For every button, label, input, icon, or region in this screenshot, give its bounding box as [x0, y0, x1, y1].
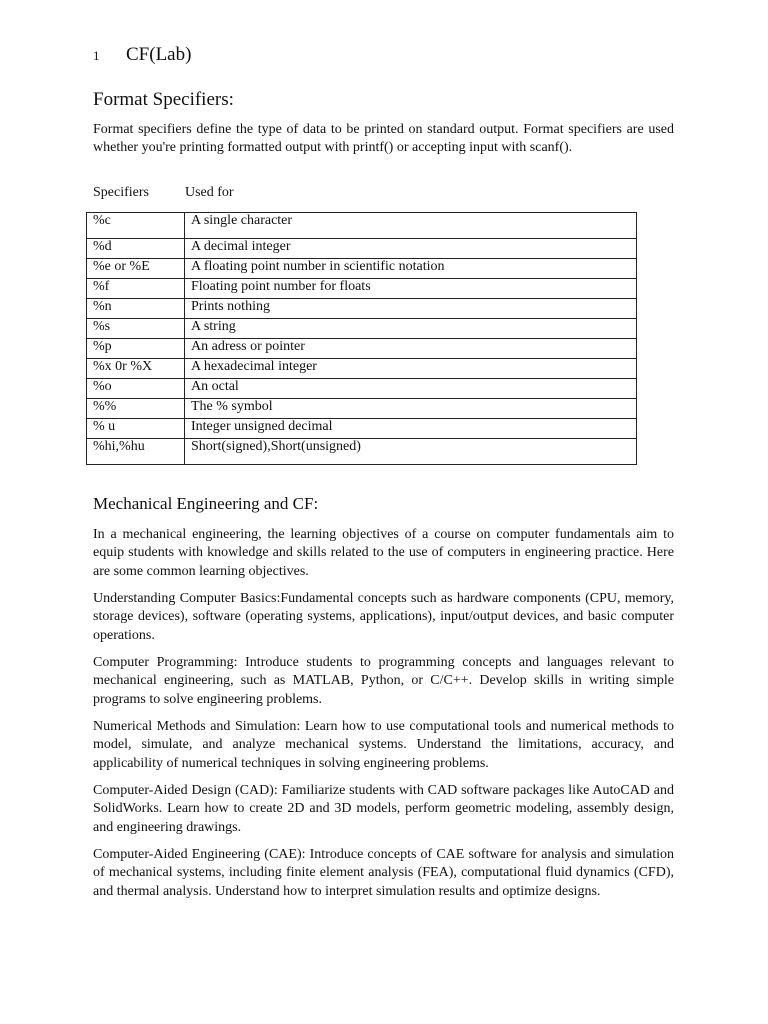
table-row [87, 399, 637, 419]
description-cell: A single character [185, 213, 637, 239]
description-cell: A string [185, 319, 637, 339]
specifier-cell: %d [87, 239, 185, 259]
description-cell: The % symbol [185, 399, 637, 419]
page-header [93, 44, 191, 66]
table-row [87, 239, 637, 259]
description-cell: Short(signed),Short(unsigned) [185, 439, 637, 465]
specifiers-label: Specifiers [93, 185, 149, 200]
description-cell: Floating point number for floats [185, 279, 637, 299]
used-for-label: Used for [185, 185, 234, 200]
cae-paragraph: Computer-Aided Engineering (CAE): Introduce concepts of CAE software for analysis and simulation of mechanical systems, including finite element analysis (FEA), computational fluid dynamics (CFD), and thermal analysis. Understand how to interpret simulation results and optimize designs. [93, 847, 674, 899]
description-cell: A hexadecimal integer [185, 359, 637, 379]
specifier-cell: %s [87, 319, 185, 339]
format-intro-paragraph: Format specifiers define the type of data to be printed on standard output. Format specifiers are used whether you're printing formatted output with printf() or accepting input with scanf(). [93, 122, 674, 156]
table-row [87, 279, 637, 299]
description-cell: A decimal integer [185, 239, 637, 259]
description-cell: A floating point number in scientific notation [185, 259, 637, 279]
numerical-methods-paragraph: Numerical Methods and Simulation: Learn how to use computational tools and numerical methods to model, simulate, and analyze mechanical systems. Understand the limitations, accuracy, and applicability of numerical techniques in solving engineering problems. [93, 719, 674, 771]
page-number: 1 [93, 48, 100, 63]
cad-paragraph: Computer-Aided Design (CAD): Familiarize students with CAD software packages like AutoCAD and SolidWorks. Learn how to create 2D and 3D models, perform geometric modeling, assembly design, and engineering drawings. [93, 783, 674, 835]
format-specifiers-table [86, 212, 637, 465]
table-row [87, 213, 637, 239]
specifier-cell: %e or %E [87, 259, 185, 279]
description-cell: An adress or pointer [185, 339, 637, 359]
table-row [87, 319, 637, 339]
table-row [87, 379, 637, 399]
description-cell: Prints nothing [185, 299, 637, 319]
specifier-cell: %x 0r %X [87, 359, 185, 379]
specifiers-column-header [93, 185, 234, 201]
table-row [87, 359, 637, 379]
specifier-cell: %n [87, 299, 185, 319]
table-row [87, 419, 637, 439]
mechanical-engineering-heading: Mechanical Engineering and CF: [93, 494, 319, 513]
specifier-cell: %% [87, 399, 185, 419]
specifier-cell: %hi,%hu [87, 439, 185, 465]
document-title: CF(Lab) [126, 44, 192, 65]
learning-objectives-intro: In a mechanical engineering, the learning objectives of a course on computer fundamentals aim to equip students with knowledge and skills related to the use of computers in engineering practice. Here are some common learning objectives. [93, 527, 674, 579]
specifier-cell: % u [87, 419, 185, 439]
format-specifiers-heading: Format Specifiers: [93, 89, 234, 110]
table-row [87, 339, 637, 359]
specifier-cell: %c [87, 213, 185, 239]
specifier-cell: %p [87, 339, 185, 359]
specifier-cell: %f [87, 279, 185, 299]
computer-programming-paragraph: Computer Programming: Introduce students to programming concepts and languages relevant to mechanical engineering, such as MATLAB, Python, or C/C++. Develop skills in writing simple programs to solve engineering problems. [93, 655, 674, 707]
table-row [87, 299, 637, 319]
table-row [87, 439, 637, 465]
description-cell: An octal [185, 379, 637, 399]
description-cell: Integer unsigned decimal [185, 419, 637, 439]
table-row [87, 259, 637, 279]
specifier-cell: %o [87, 379, 185, 399]
computer-basics-paragraph: Understanding Computer Basics:Fundamental concepts such as hardware components (CPU, memory, storage devices), software (operating systems, applications), input/output devices, and basic computer operations. [93, 591, 674, 643]
